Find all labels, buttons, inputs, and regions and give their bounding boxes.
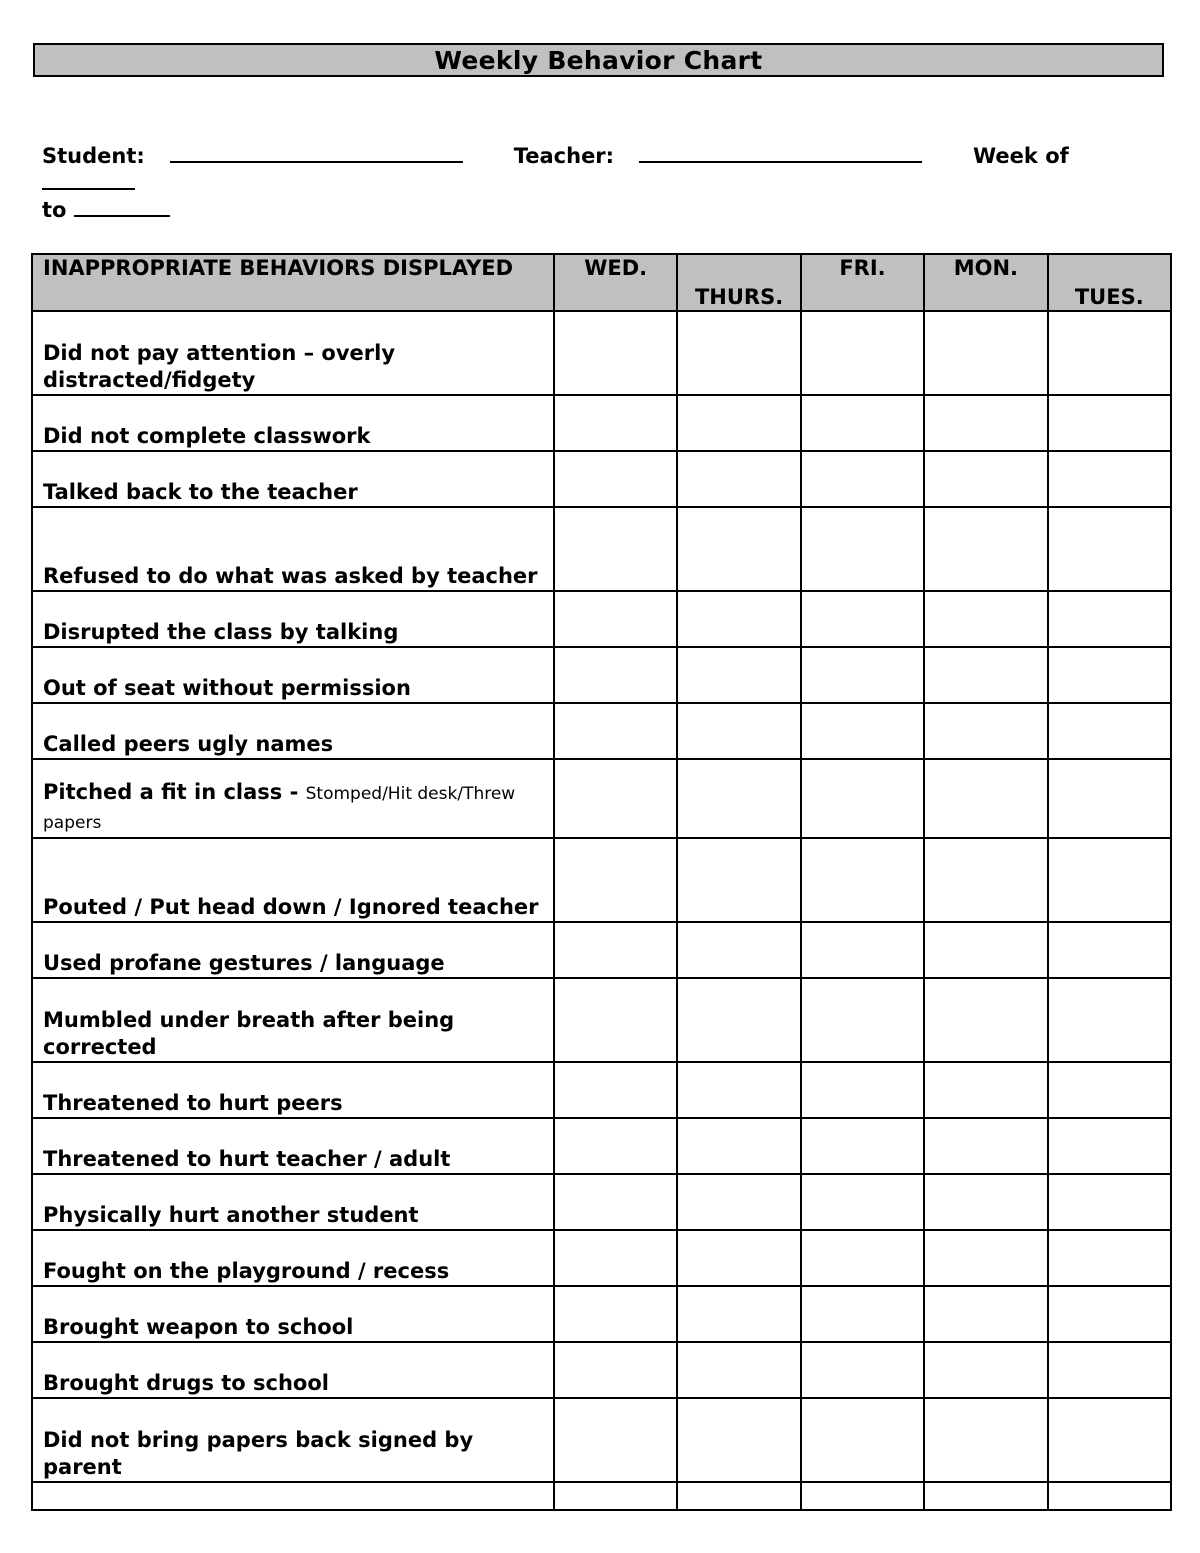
- day-mark-cell[interactable]: [1048, 1118, 1171, 1174]
- day-mark-cell[interactable]: [554, 395, 677, 451]
- day-mark-cell[interactable]: [924, 395, 1047, 451]
- behavior-label: Threatened to hurt peers: [43, 1091, 343, 1115]
- behavior-label: Did not bring papers back signed by parent: [43, 1428, 474, 1479]
- behavior-cell: [32, 1342, 554, 1398]
- day-mark-cell[interactable]: [554, 1230, 677, 1286]
- day-mark-cell[interactable]: [554, 1286, 677, 1342]
- table-row: [32, 1230, 1171, 1286]
- behavior-cell: [32, 978, 554, 1062]
- to-label: to: [42, 198, 67, 222]
- day-mark-cell[interactable]: [677, 395, 800, 451]
- week-start-blank[interactable]: [42, 170, 135, 190]
- day-mark-cell[interactable]: [801, 759, 924, 838]
- day-mark-cell[interactable]: [554, 451, 677, 507]
- behavior-label: Brought drugs to school: [43, 1371, 329, 1395]
- behavior-label: Brought weapon to school: [43, 1315, 354, 1339]
- info-line: [42, 143, 1162, 224]
- behavior-cell: [32, 1398, 554, 1482]
- behavior-cell: [32, 1482, 554, 1510]
- day-mark-cell[interactable]: [1048, 395, 1171, 451]
- day-mark-cell[interactable]: [924, 1230, 1047, 1286]
- day-mark-cell[interactable]: [1048, 507, 1171, 591]
- table-row: [32, 1342, 1171, 1398]
- day-mark-cell[interactable]: [801, 1230, 924, 1286]
- header-day: MON.: [924, 254, 1047, 311]
- day-mark-cell[interactable]: [1048, 703, 1171, 759]
- week-of-label: Week of: [973, 144, 1069, 168]
- day-mark-cell[interactable]: [554, 1398, 677, 1482]
- behavior-label: Out of seat without permission: [43, 676, 411, 700]
- teacher-blank[interactable]: [639, 143, 922, 163]
- header-day: THURS.: [677, 254, 800, 311]
- day-mark-cell[interactable]: [924, 978, 1047, 1062]
- table-row: [32, 978, 1171, 1062]
- day-mark-cell[interactable]: [801, 1286, 924, 1342]
- day-mark-cell[interactable]: [801, 978, 924, 1062]
- table-row: [32, 591, 1171, 647]
- day-mark-cell[interactable]: [1048, 1342, 1171, 1398]
- day-mark-cell[interactable]: [677, 451, 800, 507]
- day-mark-cell[interactable]: [554, 838, 677, 922]
- day-mark-cell[interactable]: [677, 759, 800, 838]
- day-mark-cell[interactable]: [801, 1342, 924, 1398]
- behavior-cell: [32, 759, 554, 838]
- behavior-label: Pitched a fit in class -: [43, 780, 306, 804]
- day-mark-cell[interactable]: [924, 1342, 1047, 1398]
- behavior-cell: [32, 591, 554, 647]
- day-mark-cell[interactable]: [801, 395, 924, 451]
- day-mark-cell[interactable]: [1048, 1398, 1171, 1482]
- day-mark-cell[interactable]: [677, 1286, 800, 1342]
- day-mark-cell[interactable]: [677, 838, 800, 922]
- day-mark-cell[interactable]: [554, 591, 677, 647]
- page-title: Weekly Behavior Chart: [33, 43, 1164, 77]
- day-mark-cell[interactable]: [554, 647, 677, 703]
- behavior-label: Refused to do what was asked by teacher: [43, 564, 538, 588]
- student-blank[interactable]: [170, 143, 463, 163]
- day-mark-cell[interactable]: [554, 922, 677, 978]
- day-mark-cell[interactable]: [924, 922, 1047, 978]
- day-mark-cell[interactable]: [554, 1482, 677, 1510]
- day-mark-cell[interactable]: [1048, 591, 1171, 647]
- day-mark-cell[interactable]: [924, 1286, 1047, 1342]
- day-mark-cell[interactable]: [924, 591, 1047, 647]
- day-mark-cell[interactable]: [1048, 759, 1171, 838]
- day-mark-cell[interactable]: [1048, 838, 1171, 922]
- day-mark-cell[interactable]: [1048, 647, 1171, 703]
- day-mark-cell[interactable]: [677, 311, 800, 395]
- day-mark-cell[interactable]: [924, 838, 1047, 922]
- table-row: [32, 1286, 1171, 1342]
- day-mark-cell[interactable]: [924, 311, 1047, 395]
- day-mark-cell[interactable]: [554, 1342, 677, 1398]
- day-mark-cell[interactable]: [924, 1398, 1047, 1482]
- behavior-cell: [32, 838, 554, 922]
- behavior-label: Threatened to hurt teacher / adult: [43, 1147, 451, 1171]
- day-mark-cell[interactable]: [1048, 1482, 1171, 1510]
- behavior-cell: [32, 395, 554, 451]
- table-row: [32, 451, 1171, 507]
- day-mark-cell[interactable]: [677, 978, 800, 1062]
- day-mark-cell[interactable]: [1048, 978, 1171, 1062]
- behavior-cell: [32, 647, 554, 703]
- day-mark-cell[interactable]: [924, 1174, 1047, 1230]
- behavior-cell: [32, 1230, 554, 1286]
- day-mark-cell[interactable]: [801, 311, 924, 395]
- day-mark-cell[interactable]: [924, 1062, 1047, 1118]
- behavior-label: Fought on the playground / recess: [43, 1259, 450, 1283]
- header-day: FRI.: [801, 254, 924, 311]
- table-header-row: [32, 254, 1171, 311]
- day-mark-cell[interactable]: [554, 507, 677, 591]
- day-mark-cell[interactable]: [677, 1118, 800, 1174]
- table-row: [32, 311, 1171, 395]
- day-mark-cell[interactable]: [554, 703, 677, 759]
- day-mark-cell[interactable]: [801, 591, 924, 647]
- day-mark-cell[interactable]: [801, 507, 924, 591]
- header-behaviors: INAPPROPRIATE BEHAVIORS DISPLAYED: [32, 254, 554, 311]
- day-mark-cell[interactable]: [1048, 1062, 1171, 1118]
- day-mark-cell[interactable]: [1048, 1174, 1171, 1230]
- behavior-label: Pouted / Put head down / Ignored teacher: [43, 895, 539, 919]
- behavior-cell: [32, 1118, 554, 1174]
- day-mark-cell[interactable]: [801, 838, 924, 922]
- day-mark-cell[interactable]: [801, 703, 924, 759]
- day-mark-cell[interactable]: [801, 1174, 924, 1230]
- behavior-label: Physically hurt another student: [43, 1203, 419, 1227]
- table-row: [32, 759, 1171, 838]
- table-row: [32, 1174, 1171, 1230]
- day-mark-cell[interactable]: [924, 451, 1047, 507]
- day-mark-cell[interactable]: [924, 759, 1047, 838]
- behavior-label: Disrupted the class by talking: [43, 620, 399, 644]
- table-row: [32, 507, 1171, 591]
- week-end-blank[interactable]: [74, 197, 170, 217]
- table-row: [32, 395, 1171, 451]
- day-mark-cell[interactable]: [1048, 1286, 1171, 1342]
- table-row: [32, 922, 1171, 978]
- day-mark-cell[interactable]: [554, 1118, 677, 1174]
- day-mark-cell[interactable]: [677, 647, 800, 703]
- behavior-label: Called peers ugly names: [43, 732, 334, 756]
- day-mark-cell[interactable]: [801, 922, 924, 978]
- behavior-cell: [32, 1062, 554, 1118]
- day-mark-cell[interactable]: [924, 647, 1047, 703]
- behavior-label: Did not pay attention – overly distracted/fidgety: [43, 341, 396, 392]
- behavior-cell: [32, 1286, 554, 1342]
- header-day: WED.: [554, 254, 677, 311]
- table-row: [32, 1482, 1171, 1510]
- teacher-label: Teacher:: [513, 144, 615, 168]
- behavior-detail: Stomped/Hit desk/Threw papers: [43, 784, 516, 833]
- table-row: [32, 838, 1171, 922]
- day-mark-cell[interactable]: [677, 591, 800, 647]
- student-label: Student:: [42, 144, 145, 168]
- day-mark-cell[interactable]: [677, 1342, 800, 1398]
- day-mark-cell[interactable]: [677, 1062, 800, 1118]
- day-mark-cell[interactable]: [1048, 311, 1171, 395]
- table-row: [32, 647, 1171, 703]
- day-mark-cell[interactable]: [924, 1482, 1047, 1510]
- day-mark-cell[interactable]: [801, 451, 924, 507]
- behavior-label: Did not complete classwork: [43, 424, 371, 448]
- behavior-label: Used profane gestures / language: [43, 951, 445, 975]
- behavior-label: Talked back to the teacher: [43, 480, 358, 504]
- table-row: [32, 1118, 1171, 1174]
- behavior-cell: [32, 311, 554, 395]
- day-mark-cell[interactable]: [924, 507, 1047, 591]
- day-mark-cell[interactable]: [677, 507, 800, 591]
- day-mark-cell[interactable]: [677, 1174, 800, 1230]
- day-mark-cell[interactable]: [677, 1482, 800, 1510]
- behavior-cell: [32, 1174, 554, 1230]
- behavior-table: [31, 253, 1172, 1511]
- behavior-cell: [32, 703, 554, 759]
- day-mark-cell[interactable]: [554, 1174, 677, 1230]
- table-row: [32, 1062, 1171, 1118]
- day-mark-cell[interactable]: [677, 922, 800, 978]
- behavior-cell: [32, 451, 554, 507]
- day-mark-cell[interactable]: [554, 978, 677, 1062]
- day-mark-cell[interactable]: [1048, 922, 1171, 978]
- day-mark-cell[interactable]: [924, 703, 1047, 759]
- day-mark-cell[interactable]: [801, 647, 924, 703]
- behavior-label: Mumbled under breath after being corrected: [43, 1008, 455, 1059]
- day-mark-cell[interactable]: [554, 1062, 677, 1118]
- behavior-cell: [32, 507, 554, 591]
- header-day: TUES.: [1048, 254, 1171, 311]
- day-mark-cell[interactable]: [801, 1118, 924, 1174]
- day-mark-cell[interactable]: [801, 1482, 924, 1510]
- table-row: [32, 1398, 1171, 1482]
- day-mark-cell[interactable]: [677, 1398, 800, 1482]
- behavior-cell: [32, 922, 554, 978]
- day-mark-cell[interactable]: [677, 1230, 800, 1286]
- day-mark-cell[interactable]: [924, 1118, 1047, 1174]
- day-mark-cell[interactable]: [1048, 1230, 1171, 1286]
- day-mark-cell[interactable]: [554, 759, 677, 838]
- table-row: [32, 703, 1171, 759]
- day-mark-cell[interactable]: [801, 1062, 924, 1118]
- day-mark-cell[interactable]: [677, 703, 800, 759]
- day-mark-cell[interactable]: [801, 1398, 924, 1482]
- day-mark-cell[interactable]: [1048, 451, 1171, 507]
- day-mark-cell[interactable]: [554, 311, 677, 395]
